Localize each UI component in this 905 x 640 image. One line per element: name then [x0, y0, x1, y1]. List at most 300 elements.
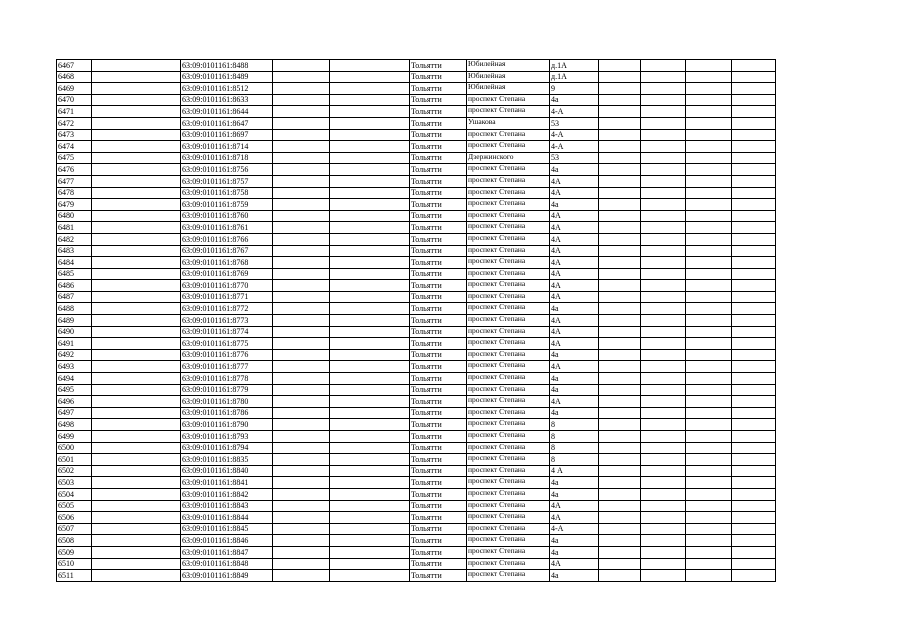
empty-cell [732, 129, 776, 141]
empty-cell [92, 222, 181, 234]
cadastral-number-cell: 63:09:0101161:8772 [181, 303, 273, 315]
table-row [57, 419, 776, 431]
empty-cell [273, 535, 330, 547]
empty-cell [599, 268, 641, 280]
house-cell: 4а [550, 384, 599, 396]
street-cell: проспект Степана [467, 500, 550, 512]
city-cell: Тольятти [410, 535, 467, 547]
city-cell: Тольятти [410, 187, 467, 199]
empty-cell [330, 199, 410, 211]
city-cell: Тольятти [410, 407, 467, 419]
table-row [57, 500, 776, 512]
row-number-cell: 6492 [57, 349, 92, 361]
house-cell: 4а [550, 94, 599, 106]
row-number-cell: 6496 [57, 396, 92, 408]
cadastral-number-cell: 63:09:0101161:8840 [181, 465, 273, 477]
empty-cell [599, 361, 641, 373]
table-row [57, 117, 776, 129]
cadastral-number-cell: 63:09:0101161:8786 [181, 407, 273, 419]
empty-cell [732, 83, 776, 95]
table-row [57, 326, 776, 338]
row-number-cell: 6489 [57, 315, 92, 327]
empty-cell [686, 187, 732, 199]
city-cell: Тольятти [410, 396, 467, 408]
city-cell: Тольятти [410, 164, 467, 176]
empty-cell [599, 291, 641, 303]
row-number-cell: 6481 [57, 222, 92, 234]
cadastral-number-cell: 63:09:0101161:8756 [181, 164, 273, 176]
city-cell: Тольятти [410, 349, 467, 361]
empty-cell [732, 141, 776, 153]
city-cell: Тольятти [410, 303, 467, 315]
city-cell: Тольятти [410, 280, 467, 292]
empty-cell [599, 175, 641, 187]
empty-cell [686, 396, 732, 408]
data-table [56, 59, 776, 582]
street-cell: проспект Степана [467, 164, 550, 176]
empty-cell [92, 164, 181, 176]
table-row [57, 245, 776, 257]
row-number-cell: 6501 [57, 454, 92, 466]
row-number-cell: 6504 [57, 488, 92, 500]
empty-cell [330, 291, 410, 303]
empty-cell [686, 419, 732, 431]
empty-cell [641, 129, 686, 141]
cadastral-number-cell: 63:09:0101161:8489 [181, 71, 273, 83]
empty-cell [92, 199, 181, 211]
empty-cell [599, 488, 641, 500]
house-cell: 4А [550, 245, 599, 257]
empty-cell [641, 326, 686, 338]
city-cell: Тольятти [410, 384, 467, 396]
city-cell: Тольятти [410, 523, 467, 535]
empty-cell [92, 419, 181, 431]
row-number-cell: 6471 [57, 106, 92, 118]
empty-cell [92, 83, 181, 95]
street-cell: проспект Степана [467, 419, 550, 431]
street-cell: проспект Степана [467, 233, 550, 245]
street-cell: проспект Степана [467, 245, 550, 257]
street-cell: проспект Степана [467, 129, 550, 141]
empty-cell [92, 373, 181, 385]
empty-cell [273, 199, 330, 211]
empty-cell [686, 152, 732, 164]
empty-cell [599, 60, 641, 72]
empty-cell [641, 268, 686, 280]
empty-cell [599, 535, 641, 547]
empty-cell [599, 303, 641, 315]
city-cell: Тольятти [410, 141, 467, 153]
cadastral-number-cell: 63:09:0101161:8842 [181, 488, 273, 500]
cadastral-number-cell: 63:09:0101161:8849 [181, 570, 273, 582]
table-row [57, 291, 776, 303]
row-number-cell: 6491 [57, 338, 92, 350]
house-cell: 4А [550, 338, 599, 350]
empty-cell [641, 187, 686, 199]
empty-cell [330, 60, 410, 72]
city-cell: Тольятти [410, 175, 467, 187]
empty-cell [732, 477, 776, 489]
empty-cell [732, 280, 776, 292]
empty-cell [686, 210, 732, 222]
street-cell: проспект Степана [467, 280, 550, 292]
empty-cell [732, 117, 776, 129]
cadastral-number-cell: 63:09:0101161:8773 [181, 315, 273, 327]
empty-cell [732, 373, 776, 385]
row-number-cell: 6490 [57, 326, 92, 338]
cadastral-number-cell: 63:09:0101161:8845 [181, 523, 273, 535]
street-cell: проспект Степана [467, 488, 550, 500]
table-body [57, 60, 776, 582]
empty-cell [732, 500, 776, 512]
empty-cell [599, 106, 641, 118]
cadastral-number-cell: 63:09:0101161:8777 [181, 361, 273, 373]
empty-cell [686, 326, 732, 338]
cadastral-number-cell: 63:09:0101161:8794 [181, 442, 273, 454]
empty-cell [599, 233, 641, 245]
empty-cell [641, 117, 686, 129]
empty-cell [599, 152, 641, 164]
empty-cell [599, 419, 641, 431]
empty-cell [330, 488, 410, 500]
cadastral-number-cell: 63:09:0101161:8697 [181, 129, 273, 141]
table-row [57, 257, 776, 269]
table-row [57, 315, 776, 327]
empty-cell [330, 454, 410, 466]
empty-cell [732, 233, 776, 245]
street-cell: проспект Степана [467, 384, 550, 396]
empty-cell [273, 60, 330, 72]
house-cell: 4а [550, 407, 599, 419]
empty-cell [599, 523, 641, 535]
empty-cell [732, 71, 776, 83]
house-cell: 53 [550, 117, 599, 129]
table-row [57, 222, 776, 234]
city-cell: Тольятти [410, 431, 467, 443]
empty-cell [92, 210, 181, 222]
empty-cell [92, 442, 181, 454]
empty-cell [641, 500, 686, 512]
empty-cell [273, 419, 330, 431]
house-cell: 4а [550, 373, 599, 385]
empty-cell [732, 419, 776, 431]
empty-cell [641, 83, 686, 95]
empty-cell [92, 152, 181, 164]
table-row [57, 431, 776, 443]
street-cell: проспект Степана [467, 523, 550, 535]
street-cell: Юбилейная [467, 71, 550, 83]
empty-cell [686, 291, 732, 303]
empty-cell [92, 523, 181, 535]
row-number-cell: 6511 [57, 570, 92, 582]
empty-cell [686, 117, 732, 129]
empty-cell [599, 570, 641, 582]
empty-cell [273, 245, 330, 257]
row-number-cell: 6478 [57, 187, 92, 199]
empty-cell [330, 326, 410, 338]
empty-cell [92, 245, 181, 257]
empty-cell [732, 570, 776, 582]
table-row [57, 384, 776, 396]
empty-cell [732, 442, 776, 454]
empty-cell [732, 303, 776, 315]
empty-cell [686, 245, 732, 257]
empty-cell [92, 233, 181, 245]
empty-cell [92, 570, 181, 582]
row-number-cell: 6500 [57, 442, 92, 454]
empty-cell [686, 407, 732, 419]
empty-cell [92, 303, 181, 315]
empty-cell [92, 535, 181, 547]
city-cell: Тольятти [410, 199, 467, 211]
empty-cell [273, 442, 330, 454]
table-row [57, 141, 776, 153]
cadastral-number-cell: 63:09:0101161:8770 [181, 280, 273, 292]
city-cell: Тольятти [410, 338, 467, 350]
empty-cell [330, 175, 410, 187]
house-cell: 4-А [550, 129, 599, 141]
empty-cell [92, 291, 181, 303]
empty-cell [92, 280, 181, 292]
empty-cell [273, 71, 330, 83]
empty-cell [330, 315, 410, 327]
house-cell: 8 [550, 431, 599, 443]
city-cell: Тольятти [410, 83, 467, 95]
empty-cell [273, 175, 330, 187]
empty-cell [599, 210, 641, 222]
table-row [57, 570, 776, 582]
empty-cell [330, 83, 410, 95]
empty-cell [330, 245, 410, 257]
street-cell: Юбилейная [467, 83, 550, 95]
row-number-cell: 6506 [57, 512, 92, 524]
empty-cell [641, 291, 686, 303]
city-cell: Тольятти [410, 60, 467, 72]
empty-cell [273, 268, 330, 280]
row-number-cell: 6477 [57, 175, 92, 187]
empty-cell [92, 558, 181, 570]
row-number-cell: 6470 [57, 94, 92, 106]
cadastral-number-cell: 63:09:0101161:8769 [181, 268, 273, 280]
row-number-cell: 6469 [57, 83, 92, 95]
street-cell: проспект Степана [467, 512, 550, 524]
empty-cell [273, 500, 330, 512]
empty-cell [686, 488, 732, 500]
empty-cell [732, 106, 776, 118]
empty-cell [641, 454, 686, 466]
city-cell: Тольятти [410, 488, 467, 500]
empty-cell [599, 546, 641, 558]
empty-cell [641, 361, 686, 373]
house-cell: 4А [550, 396, 599, 408]
empty-cell [686, 141, 732, 153]
row-number-cell: 6479 [57, 199, 92, 211]
empty-cell [599, 512, 641, 524]
empty-cell [686, 257, 732, 269]
empty-cell [732, 546, 776, 558]
house-cell: д.1А [550, 60, 599, 72]
cadastral-number-cell: 63:09:0101161:8760 [181, 210, 273, 222]
street-cell: проспект Степана [467, 373, 550, 385]
empty-cell [330, 349, 410, 361]
empty-cell [599, 83, 641, 95]
empty-cell [641, 280, 686, 292]
empty-cell [732, 315, 776, 327]
empty-cell [732, 349, 776, 361]
empty-cell [599, 257, 641, 269]
empty-cell [273, 187, 330, 199]
empty-cell [330, 152, 410, 164]
house-cell: 4А [550, 280, 599, 292]
empty-cell [273, 222, 330, 234]
row-number-cell: 6473 [57, 129, 92, 141]
empty-cell [273, 349, 330, 361]
empty-cell [686, 106, 732, 118]
house-cell: 4а [550, 546, 599, 558]
row-number-cell: 6480 [57, 210, 92, 222]
cadastral-number-cell: 63:09:0101161:8644 [181, 106, 273, 118]
empty-cell [92, 315, 181, 327]
cadastral-number-cell: 63:09:0101161:8835 [181, 454, 273, 466]
empty-cell [273, 210, 330, 222]
table-row [57, 373, 776, 385]
empty-cell [641, 199, 686, 211]
empty-cell [732, 512, 776, 524]
empty-cell [732, 268, 776, 280]
house-cell: д.1А [550, 71, 599, 83]
empty-cell [330, 94, 410, 106]
empty-cell [330, 338, 410, 350]
empty-cell [641, 477, 686, 489]
empty-cell [273, 512, 330, 524]
street-cell: проспект Степана [467, 442, 550, 454]
cadastral-number-cell: 63:09:0101161:8790 [181, 419, 273, 431]
table-row [57, 129, 776, 141]
empty-cell [273, 129, 330, 141]
empty-cell [732, 535, 776, 547]
house-cell: 4А [550, 222, 599, 234]
city-cell: Тольятти [410, 500, 467, 512]
city-cell: Тольятти [410, 315, 467, 327]
empty-cell [686, 280, 732, 292]
empty-cell [641, 233, 686, 245]
empty-cell [686, 268, 732, 280]
row-number-cell: 6495 [57, 384, 92, 396]
row-number-cell: 6474 [57, 141, 92, 153]
empty-cell [330, 117, 410, 129]
table-row [57, 361, 776, 373]
row-number-cell: 6476 [57, 164, 92, 176]
empty-cell [686, 546, 732, 558]
empty-cell [599, 558, 641, 570]
empty-cell [92, 488, 181, 500]
empty-cell [273, 291, 330, 303]
table-row [57, 442, 776, 454]
empty-cell [732, 60, 776, 72]
cadastral-number-cell: 63:09:0101161:8774 [181, 326, 273, 338]
city-cell: Тольятти [410, 152, 467, 164]
house-cell: 4а [550, 164, 599, 176]
street-cell: проспект Степана [467, 257, 550, 269]
table-row [57, 546, 776, 558]
cadastral-number-cell: 63:09:0101161:8848 [181, 558, 273, 570]
empty-cell [732, 152, 776, 164]
street-cell: проспект Степана [467, 141, 550, 153]
table-row [57, 199, 776, 211]
row-number-cell: 6498 [57, 419, 92, 431]
street-cell: проспект Степана [467, 431, 550, 443]
city-cell: Тольятти [410, 106, 467, 118]
empty-cell [599, 373, 641, 385]
row-number-cell: 6503 [57, 477, 92, 489]
street-cell: проспект Степана [467, 303, 550, 315]
cadastral-number-cell: 63:09:0101161:8846 [181, 535, 273, 547]
empty-cell [641, 535, 686, 547]
empty-cell [599, 454, 641, 466]
empty-cell [273, 326, 330, 338]
street-cell: проспект Степана [467, 268, 550, 280]
empty-cell [273, 152, 330, 164]
city-cell: Тольятти [410, 326, 467, 338]
city-cell: Тольятти [410, 71, 467, 83]
empty-cell [686, 361, 732, 373]
empty-cell [330, 361, 410, 373]
street-cell: проспект Степана [467, 199, 550, 211]
row-number-cell: 6499 [57, 431, 92, 443]
empty-cell [641, 349, 686, 361]
row-number-cell: 6475 [57, 152, 92, 164]
city-cell: Тольятти [410, 454, 467, 466]
table-row [57, 268, 776, 280]
street-cell: проспект Степана [467, 222, 550, 234]
street-cell: Юбилейная [467, 60, 550, 72]
empty-cell [686, 477, 732, 489]
row-number-cell: 6472 [57, 117, 92, 129]
row-number-cell: 6494 [57, 373, 92, 385]
street-cell: проспект Степана [467, 396, 550, 408]
table-row [57, 175, 776, 187]
street-cell: проспект Степана [467, 558, 550, 570]
street-cell: проспект Степана [467, 535, 550, 547]
empty-cell [599, 199, 641, 211]
empty-cell [273, 94, 330, 106]
table-row [57, 349, 776, 361]
empty-cell [599, 431, 641, 443]
empty-cell [92, 500, 181, 512]
house-cell: 4А [550, 500, 599, 512]
street-cell: проспект Степана [467, 338, 550, 350]
empty-cell [732, 94, 776, 106]
empty-cell [686, 94, 732, 106]
table-row [57, 407, 776, 419]
empty-cell [686, 349, 732, 361]
empty-cell [641, 141, 686, 153]
empty-cell [92, 268, 181, 280]
empty-cell [732, 465, 776, 477]
empty-cell [686, 512, 732, 524]
empty-cell [92, 129, 181, 141]
empty-cell [641, 152, 686, 164]
house-cell: 4А [550, 268, 599, 280]
city-cell: Тольятти [410, 210, 467, 222]
empty-cell [273, 83, 330, 95]
empty-cell [686, 465, 732, 477]
empty-cell [330, 500, 410, 512]
empty-cell [686, 199, 732, 211]
empty-cell [732, 523, 776, 535]
empty-cell [599, 338, 641, 350]
empty-cell [330, 535, 410, 547]
